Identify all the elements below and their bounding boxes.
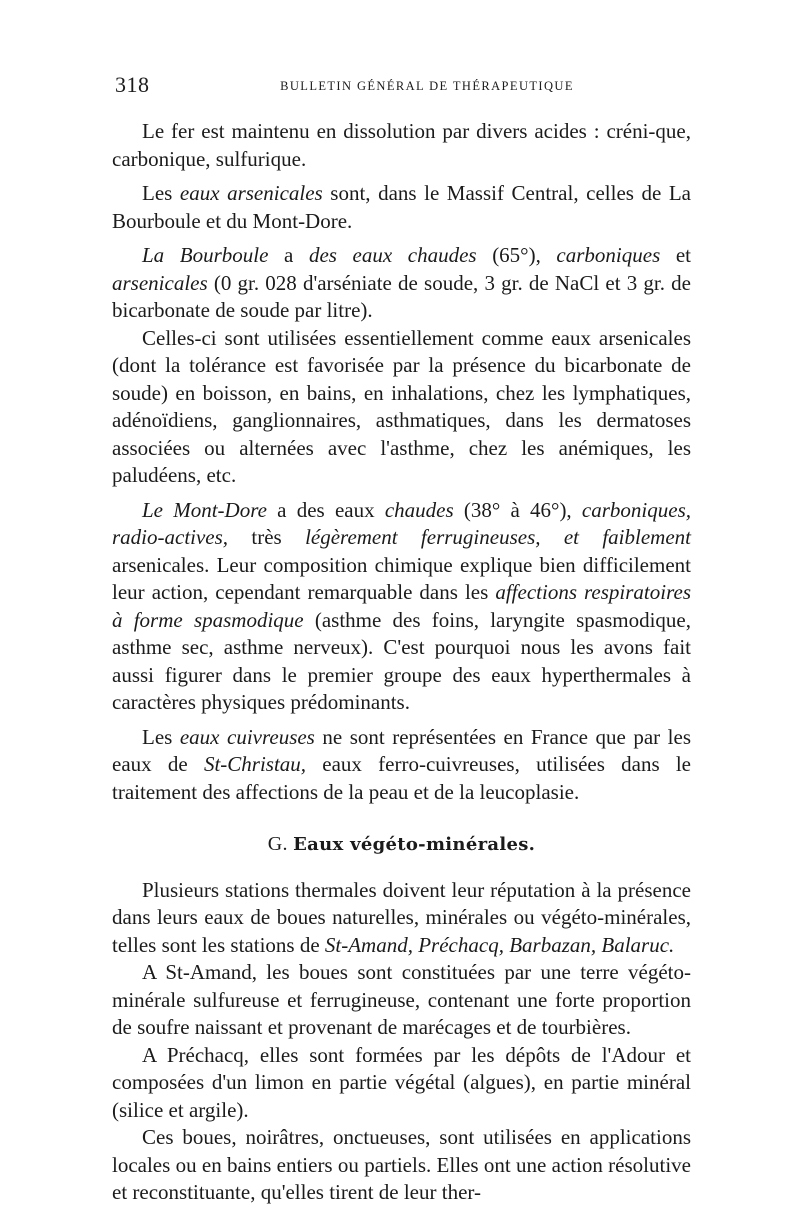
paragraph-arsenical-waters: Les eaux arsenicales sont, dans le Massif Central, celles de La Bourboule et du Mont-Dore. bbox=[112, 181, 691, 233]
section-title: Eaux végéto-minérales. bbox=[293, 834, 536, 855]
page-number: 318 bbox=[115, 72, 150, 97]
paragraph-la-bourboule: La Bourboule a des eaux chaudes (65°), carboniques et arsenicales (0 gr. 028 d'arséniate de soude, 3 gr. de NaCl et 3 gr. de bicarbonate de soude par litre). bbox=[112, 243, 691, 322]
paragraph-prechacq: A Préchacq, elles sont formées par les dépôts de l'Adour et composées d'un limon en partie végétal (algues), en partie minéral (silice et argile). bbox=[112, 1042, 691, 1122]
section-heading bbox=[112, 831, 691, 859]
section-letter: G. bbox=[267, 833, 288, 855]
paragraph-st-amand: A St-Amand, les boues sont constituées par une terre végéto-minérale sulfureuse et ferrugineuse, contenant une forte proportion de soufre naissant et provenant de marécages et de tourbières. bbox=[112, 960, 691, 1039]
running-title: BULLETIN GÉNÉRAL DE THÉRAPEUTIQUE bbox=[280, 79, 574, 93]
paragraph-mud-stations: Plusieurs stations thermales doivent leur réputation à la présence dans leurs eaux de boues naturelles, minérales ou végéto-minérales, telles sont les stations de St-Amand, Préchacq, Barbazan, Balaruc. bbox=[112, 877, 691, 957]
page-header bbox=[112, 72, 692, 100]
paragraph-copper-waters: Les eaux cuivreuses ne sont représentées en France que par les eaux de St-Christau, eaux ferro-cuivreuses, utilisées dans le traitement des affections de la peau et de la leucoplasie. bbox=[112, 724, 692, 804]
paragraph-mont-dore: Le Mont-Dore a des eaux chaudes (38° à 46°), carboniques, radio-actives, très légèrement ferrugineuses, et faiblement arsenicales. Leur composition chimique explique bien difficilement leur action, cependant remarquable dans les affections respiratoires à forme spasmodique (asthme des foins, laryngite spasmodique, asthme sec, asthme nerveux). C'est pourquoi nous les avons fait aussi figurer dans le premier groupe des eaux hyperthermales à caractères physiques prédominants. bbox=[112, 497, 691, 714]
body-text bbox=[112, 118, 691, 1207]
paragraph-usage-arsenical: Celles-ci sont utilisées essentiellement comme eaux arsenicales (dont la tolérance est favorisée par la présence du bicarbonate de soude) en boisson, en bains, en inhalations, chez les lymphatiques, adénoïdiens, ganglionnaires, asthmatiques, dans les dermatoses associées ou alternées avec l'asthme, chez les anémiques, les paludéens, etc. bbox=[112, 325, 691, 487]
paragraph-iron: Le fer est maintenu en dissolution par divers acides : créni-que, carbonique, sulfurique. bbox=[112, 119, 691, 171]
paragraph-mud-usage: Ces boues, noirâtres, onctueuses, sont utilisées en applications locales ou en bains entiers ou partiels. Elles ont une action résolutive et reconstituante, qu'elles tirent de leur ther- bbox=[112, 1125, 691, 1204]
